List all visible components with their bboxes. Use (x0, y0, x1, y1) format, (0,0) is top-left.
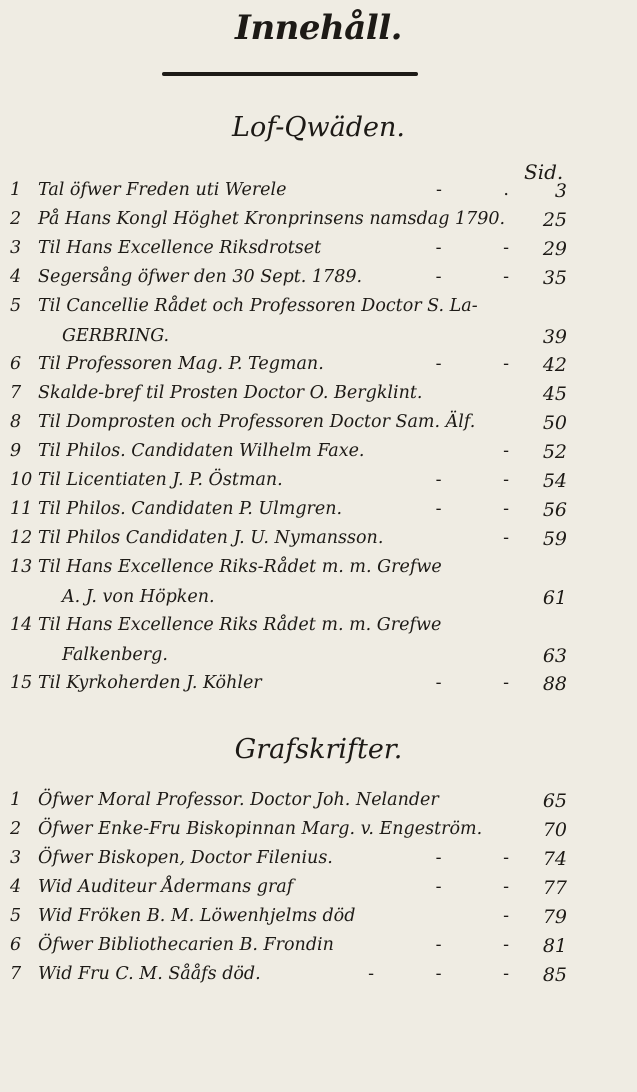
toc-entry (0, 412, 637, 442)
entry-number: 5 (10, 296, 22, 316)
entry-title: Til Philos Candidaten J. U. Nymansson. (38, 528, 384, 548)
entry-number: 2 (10, 819, 22, 839)
entry-leader-dots: - - (435, 877, 537, 897)
entry-number: 6 (10, 935, 22, 955)
entry-title: Öfwer Moral Professor. Doctor Joh. Nelander (38, 790, 439, 810)
entry-title: Til Philos. Candidaten P. Ulmgren. (38, 499, 343, 519)
entry-page-number: 42 (542, 354, 567, 376)
entry-leader-dots: - - (435, 499, 537, 519)
toc-entry (0, 383, 637, 413)
entry-title: Öfwer Bibliothecarien B. Frondin (38, 935, 334, 955)
entry-title: Til Professoren Mag. P. Tegman. (38, 354, 324, 374)
toc-entry (0, 557, 637, 609)
entry-page-number: 56 (542, 499, 567, 521)
toc-entry (0, 906, 637, 936)
entry-title: Til Hans Excellence Riksdrotset (38, 238, 322, 258)
entry-title: Wid Auditeur Ådermans graf (38, 877, 294, 897)
entry-page-number: 74 (542, 848, 567, 870)
entry-page-number: 3 (554, 180, 567, 202)
entry-page-number: 35 (542, 267, 567, 289)
section-title-lofqwaden: Lof-Qwäden. (232, 112, 405, 143)
entry-page-number: 45 (542, 383, 567, 405)
toc-entry (0, 528, 637, 558)
entry-number: 1 (10, 180, 22, 200)
entry-page-number: 61 (542, 587, 567, 609)
entry-title: Til Cancellie Rådet och Professoren Doctor S. La- (38, 296, 478, 316)
entry-page-number: 79 (542, 906, 567, 928)
entry-leader-dots: - (503, 441, 537, 461)
entry-leader-dots: - (503, 906, 537, 926)
entry-page-number: 52 (542, 441, 567, 463)
toc-entry (0, 441, 637, 471)
entry-number: 13 (10, 557, 33, 577)
toc-entry (0, 470, 637, 500)
entry-title: Wid Fröken B. M. Löwenhjelms död (38, 906, 356, 926)
toc-entry (0, 354, 637, 384)
entry-page-number: 54 (542, 470, 567, 492)
entry-number: 6 (10, 354, 22, 374)
entry-title: Öfwer Enke-Fru Biskopinnan Marg. v. Engeström. (38, 819, 483, 839)
entry-title: Til Hans Excellence Riks-Rådet m. m. Grefwe (38, 557, 442, 577)
entry-number: 14 (10, 615, 33, 635)
toc-entry (0, 790, 637, 820)
entry-number: 10 (10, 470, 33, 490)
entry-number: 4 (10, 267, 22, 287)
entry-page-number: 70 (542, 819, 567, 841)
toc-entry (0, 499, 637, 529)
toc-entry (0, 296, 637, 348)
toc-entry (0, 848, 637, 878)
page-column-label: Sid. (524, 160, 564, 184)
entry-title: Segersång öfwer den 30 Sept. 1789. (38, 267, 363, 287)
entry-page-number: 39 (542, 326, 567, 348)
entry-leader-dots: - - (435, 673, 537, 693)
entry-page-number: 29 (542, 238, 567, 260)
entry-title: Til Philos. Candidaten Wilhelm Faxe. (38, 441, 365, 461)
entry-number: 8 (10, 412, 22, 432)
section-title-grafskrifter: Grafskrifter. (234, 734, 403, 765)
entry-page-number: 65 (542, 790, 567, 812)
toc-entry (0, 267, 637, 297)
toc-entry (0, 877, 637, 907)
toc-entry (0, 964, 637, 994)
entry-leader-dots: - - (435, 470, 537, 490)
entry-number: 7 (10, 964, 22, 984)
toc-entry (0, 935, 637, 965)
toc-entry (0, 673, 637, 703)
entry-number: 4 (10, 877, 22, 897)
entry-title: Tal öfwer Freden uti Werele (38, 180, 287, 200)
entry-number: 5 (10, 906, 22, 926)
entry-number: 3 (10, 848, 22, 868)
entry-leader-dots: - - (435, 935, 537, 955)
entry-title: Til Licentiaten J. P. Östman. (38, 470, 283, 490)
entry-leader-dots: - - (435, 238, 537, 258)
title-rule (162, 72, 418, 76)
toc-entry (0, 209, 637, 239)
entry-title: På Hans Kongl Höghet Kronprinsens namsdag 1790. (38, 209, 506, 229)
entry-leader-dots: - - (435, 267, 537, 287)
entry-title-continued: Falkenberg. (62, 645, 168, 665)
entry-page-number: 77 (542, 877, 567, 899)
entry-number: 7 (10, 383, 22, 403)
entry-page-number: 81 (542, 935, 567, 957)
entry-leader-dots: - . (435, 180, 537, 200)
entry-page-number: 63 (542, 645, 567, 667)
entry-page-number: 25 (542, 209, 567, 231)
entry-leader-dots: - - (435, 848, 537, 868)
entry-number: 15 (10, 673, 33, 693)
entry-leader-dots: - (503, 528, 537, 548)
page-title: Innehåll. (235, 8, 402, 48)
entry-number: 11 (10, 499, 33, 519)
entry-page-number: 85 (542, 964, 567, 986)
toc-entry (0, 238, 637, 268)
entry-title-continued: A. J. von Höpken. (62, 587, 215, 607)
entry-page-number: 50 (542, 412, 567, 434)
toc-entry (0, 819, 637, 849)
entry-title: Til Kyrkoherden J. Köhler (38, 673, 262, 693)
entry-leader-dots: - - (435, 354, 537, 374)
entry-title: Öfwer Biskopen, Doctor Filenius. (38, 848, 333, 868)
entry-number: 2 (10, 209, 22, 229)
entry-leader-dots: - - - (368, 964, 537, 984)
entry-page-number: 59 (542, 528, 567, 550)
entry-title-continued: GERBRING. (62, 326, 170, 346)
toc-entry (0, 180, 637, 210)
entry-number: 9 (10, 441, 22, 461)
entry-number: 3 (10, 238, 22, 258)
entry-number: 12 (10, 528, 33, 548)
entry-title: Skalde-bref til Prosten Doctor O. Bergklint. (38, 383, 423, 403)
toc-entry (0, 615, 637, 667)
entry-title: Til Hans Excellence Riks Rådet m. m. Grefwe (38, 615, 442, 635)
entry-page-number: 88 (542, 673, 567, 695)
entry-number: 1 (10, 790, 22, 810)
entry-title: Wid Fru C. M. Sååfs död. (38, 964, 261, 984)
entry-title: Til Domprosten och Professoren Doctor Sam. Älf. (38, 412, 476, 432)
